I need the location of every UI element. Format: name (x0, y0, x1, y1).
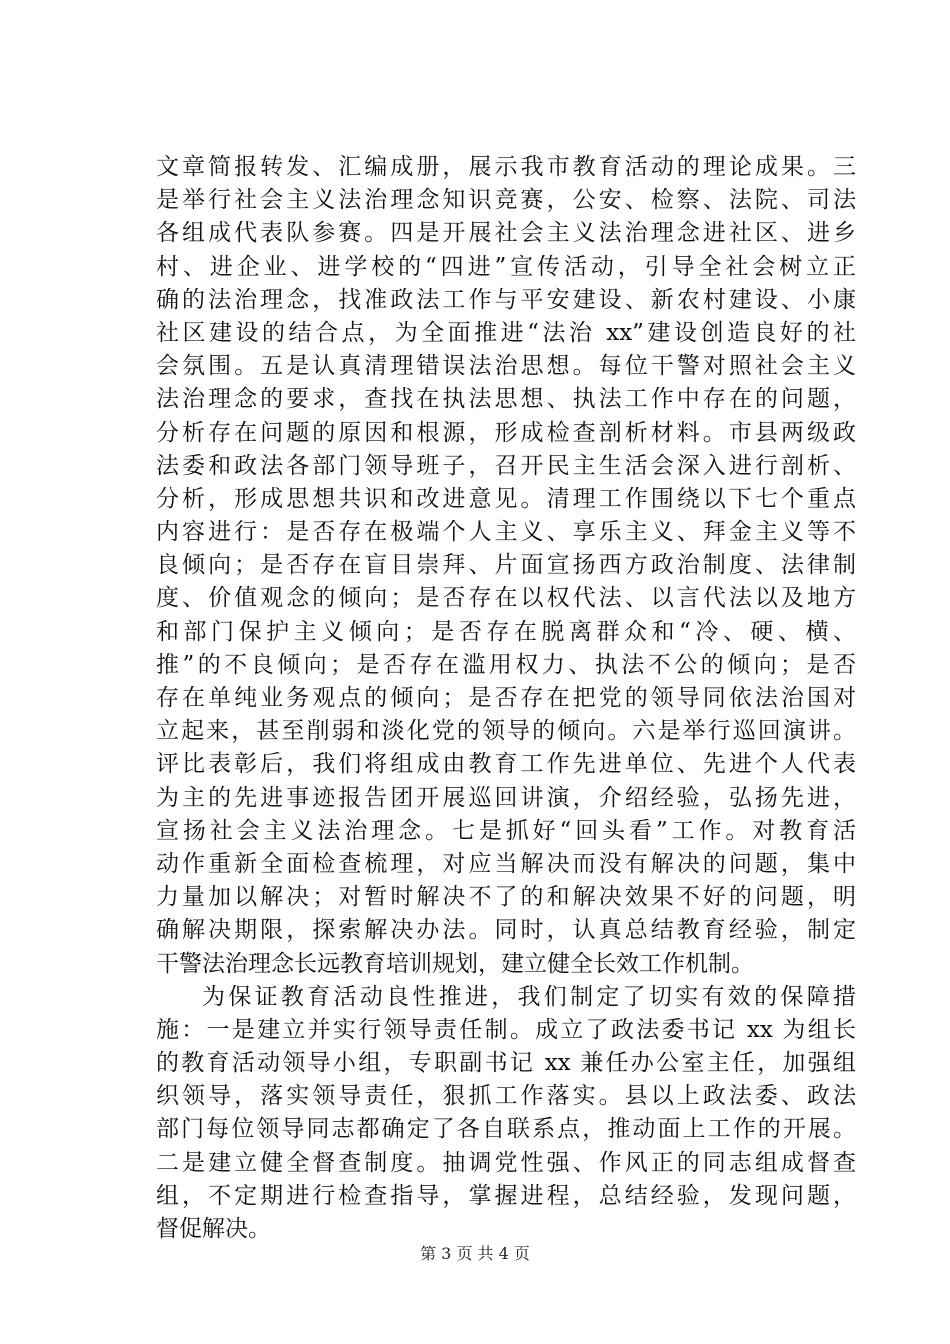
text-line: 法治理念的要求，查找在执法思想、执法工作中存在的问题， (156, 386, 856, 413)
text-line: 分析，形成思想共识和改进意见。清理工作围绕以下七个重点 (156, 485, 856, 512)
text-line: 内容进行：是否存在极端个人主义、享乐主义、拜金主义等不 (156, 519, 856, 546)
text-line: 会氛围。五是认真清理错误法治思想。每位干警对照社会主义 (156, 353, 856, 380)
text-line: 分析存在问题的原因和根源，形成检查剖析材料。市县两级政 (156, 419, 856, 446)
text-line: 宣扬社会主义法治理念。七是抓好“回头看”工作。对教育活 (156, 817, 856, 844)
text-line: 立起来，甚至削弱和淡化党的领导的倾向。六是举行巡回演讲。 (156, 718, 856, 745)
text-line: 推”的不良倾向；是否存在滥用权力、执法不公的倾向；是否 (156, 651, 856, 678)
text-line: 是举行社会主义法治理念知识竞赛，公安、检察、法院、司法 (156, 187, 856, 214)
page-number-footer: 第 3 页 共 4 页 (420, 1244, 530, 1263)
text-line: 部门每位领导同志都确定了各自联系点，推动面上工作的开展。 (156, 1116, 856, 1143)
text-line: 二是建立健全督查制度。抽调党性强、作风正的同志组成督查 (156, 1149, 856, 1176)
text-line: 文章简报转发、汇编成册，展示我市教育活动的理论成果。三 (156, 154, 856, 180)
text-line: 确的法治理念，找准政法工作与平安建设、新农村建设、小康 (156, 286, 856, 313)
text-line: 和部门保护主义倾向；是否存在脱离群众和“冷、硬、横、 (156, 618, 856, 645)
text-line: 存在单纯业务观点的倾向；是否存在把党的领导同依法治国对 (156, 685, 856, 711)
paragraph-first-line: 为保证教育活动良性推进，我们制定了切实有效的保障措 (202, 983, 856, 1010)
text-line: 干警法治理念长远教育培训规划，建立健全长效工作机制。 (156, 950, 754, 977)
text-line: 良倾向；是否存在盲目崇拜、片面宣扬西方政治制度、法律制 (156, 552, 856, 579)
text-line: 组，不定期进行检查指导，掌握进程，总结经验，发现问题， (156, 1182, 856, 1209)
text-line: 法委和政法各部门领导班子，召开民主生活会深入进行剖析、 (156, 452, 856, 479)
document-body (156, 151, 856, 1246)
text-line: 施：一是建立并实行领导责任制。成立了政法委书记 xx 为组长 (156, 1016, 856, 1043)
text-line: 确解决期限，探索解决办法。同时，认真总结教育经验，制定 (156, 917, 856, 944)
text-line: 的教育活动领导小组，专职副书记 xx 兼任办公室主任，加强组 (156, 1050, 856, 1077)
text-line: 力量加以解决；对暂时解决不了的和解决效果不好的问题，明 (156, 884, 856, 911)
text-line: 动作重新全面检查梳理，对应当解决而没有解决的问题，集中 (156, 850, 856, 877)
text-line: 织领导，落实领导责任，狠抓工作落实。县以上政法委、政法 (156, 1083, 856, 1110)
text-line: 为主的先进事迹报告团开展巡回讲演，介绍经验，弘扬先进， (156, 784, 856, 811)
text-line: 评比表彰后，我们将组成由教育工作先进单位、先进个人代表 (156, 751, 856, 778)
text-line: 度、价值观念的倾向；是否存在以权代法、以言代法以及地方 (156, 585, 856, 612)
text-line: 村、进企业、进学校的“四进”宣传活动，引导全社会树立正 (156, 253, 856, 280)
text-line: 督促解决。 (156, 1216, 271, 1242)
text-line: 各组成代表队参赛。四是开展社会主义法治理念进社区、进乡 (156, 220, 856, 247)
text-line: 社区建设的结合点，为全面推进“法治 xx”建设创造良好的社 (156, 319, 856, 346)
